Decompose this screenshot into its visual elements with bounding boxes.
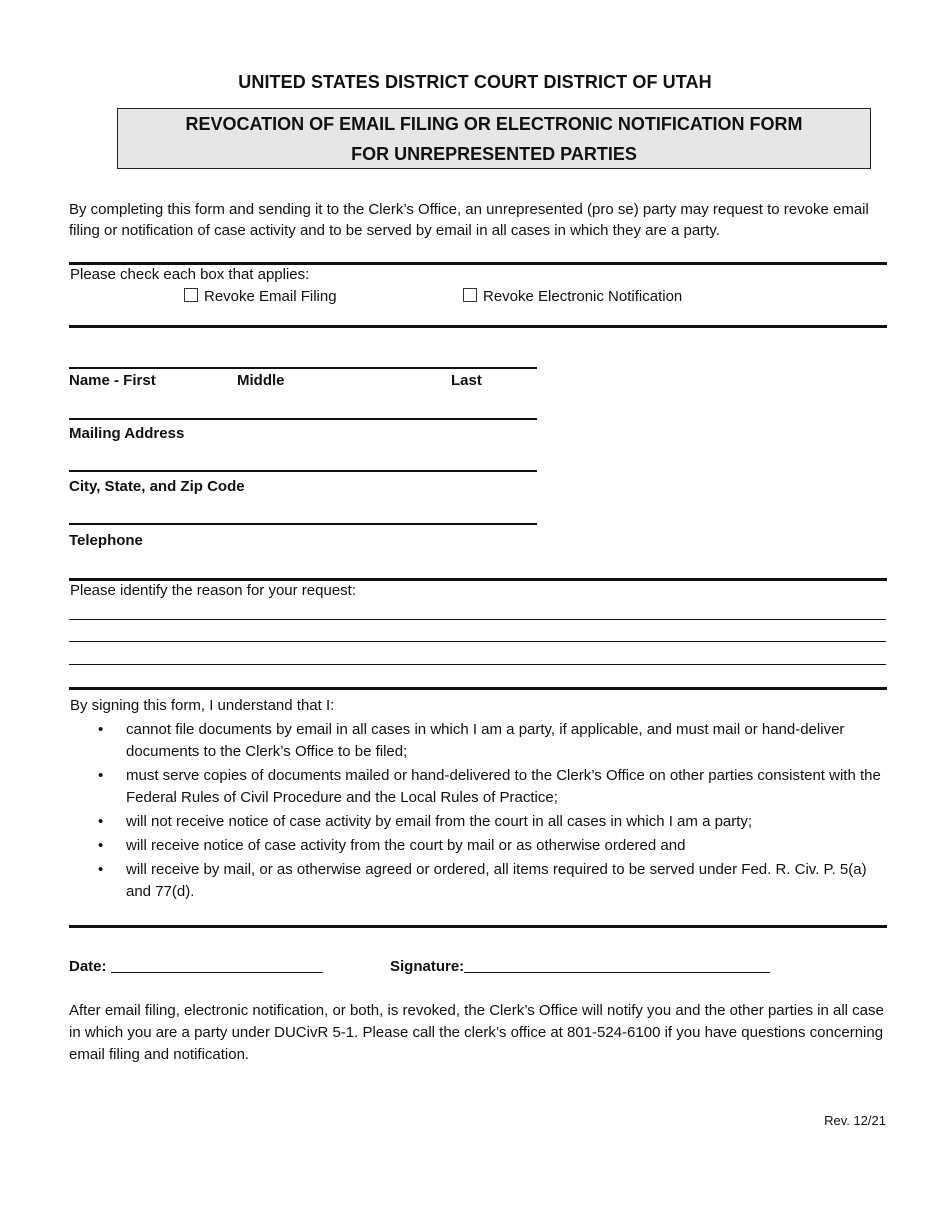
list-item-text: cannot file documents by email in all cases in which I am a party, if applicable, and must mail or hand-deliver documents to the Clerk’s Office to be filed;	[126, 721, 845, 760]
revoke-electronic-notification-checkbox[interactable]	[463, 288, 477, 302]
bullet-icon: •	[98, 767, 104, 784]
closing-paragraph: After email filing, electronic notification, or both, is revoked, the Clerk’s Office will notify you and the other parties in all case in which you are a party under DUCivR 5-1. Please call the clerk’s office at 801-524-6100 if you have questions concerning email filing and notification.	[69, 1002, 884, 1063]
intro-paragraph: By completing this form and sending it to the Clerk’s Office, an unrepresented (pro se) party may request to revoke email filing or notification of case activity and to be served by email in all cases in which they are a party.	[69, 201, 869, 239]
list-item-text: will receive notice of case activity from the court by mail or as otherwise ordered and	[126, 837, 686, 854]
checkbox-prompt: Please check each box that applies:	[70, 266, 310, 283]
bullet-icon: •	[98, 861, 104, 878]
signature-field	[390, 956, 770, 977]
list-item	[92, 765, 892, 809]
list-item	[92, 835, 892, 857]
telephone-input-line[interactable]	[69, 523, 537, 525]
acknowledgment-list	[92, 719, 892, 905]
list-item	[92, 859, 892, 903]
mailing-address-label: Mailing Address	[69, 425, 185, 442]
acknowledgment-intro: By signing this form, I understand that I:	[70, 697, 335, 714]
divider	[69, 925, 887, 928]
reason-line-2[interactable]	[69, 641, 886, 642]
revoke-electronic-notification-label: Revoke Electronic Notification	[483, 288, 683, 305]
list-item-text: will receive by mail, or as otherwise agreed or ordered, all items required to be served under Fed. R. Civ. P. 5(a) and 77(d).	[126, 861, 867, 900]
form-title-line-1: REVOCATION OF EMAIL FILING OR ELECTRONIC NOTIFICATION FORM	[185, 114, 803, 134]
revoke-electronic-notification-option[interactable]	[463, 287, 682, 307]
list-item-text: must serve copies of documents mailed or hand-delivered to the Clerk’s Office on other parties consistent with the Federal Rules of Civil Procedure and the Local Rules of Practice;	[126, 767, 881, 806]
date-label: Date:	[69, 958, 107, 975]
date-input-line[interactable]	[111, 956, 323, 973]
reason-line-3[interactable]	[69, 664, 886, 665]
divider	[69, 687, 887, 690]
revision-label: Rev. 12/21	[824, 1113, 886, 1128]
bullet-icon: •	[98, 813, 104, 830]
form-title-line-2: FOR UNREPRESENTED PARTIES	[351, 144, 637, 164]
city-state-zip-input-line[interactable]	[69, 470, 537, 472]
signature-input-line[interactable]	[464, 956, 770, 973]
list-item	[92, 811, 892, 833]
mailing-address-input-line[interactable]	[69, 418, 537, 420]
revoke-email-filing-option[interactable]	[184, 287, 337, 307]
divider	[69, 325, 887, 328]
telephone-label: Telephone	[69, 532, 143, 549]
name-middle-label: Middle	[237, 372, 285, 389]
name-first-label: Name - First	[69, 372, 156, 389]
signature-label: Signature:	[390, 958, 465, 975]
revoke-email-filing-label: Revoke Email Filing	[204, 288, 337, 305]
revoke-email-filing-checkbox[interactable]	[184, 288, 198, 302]
bullet-icon: •	[98, 721, 104, 738]
city-state-zip-label: City, State, and Zip Code	[69, 478, 245, 495]
bullet-icon: •	[98, 837, 104, 854]
list-item	[92, 719, 892, 763]
date-field	[69, 956, 323, 977]
form-title-box	[117, 108, 871, 169]
reason-line-1[interactable]	[69, 619, 886, 620]
court-heading: UNITED STATES DISTRICT COURT DISTRICT OF UTAH	[238, 72, 712, 92]
name-input-line[interactable]	[69, 367, 537, 369]
name-last-label: Last	[451, 372, 482, 389]
reason-prompt: Please identify the reason for your request:	[70, 582, 356, 599]
list-item-text: will not receive notice of case activity by email from the court in all cases in which I am a party;	[126, 813, 753, 830]
